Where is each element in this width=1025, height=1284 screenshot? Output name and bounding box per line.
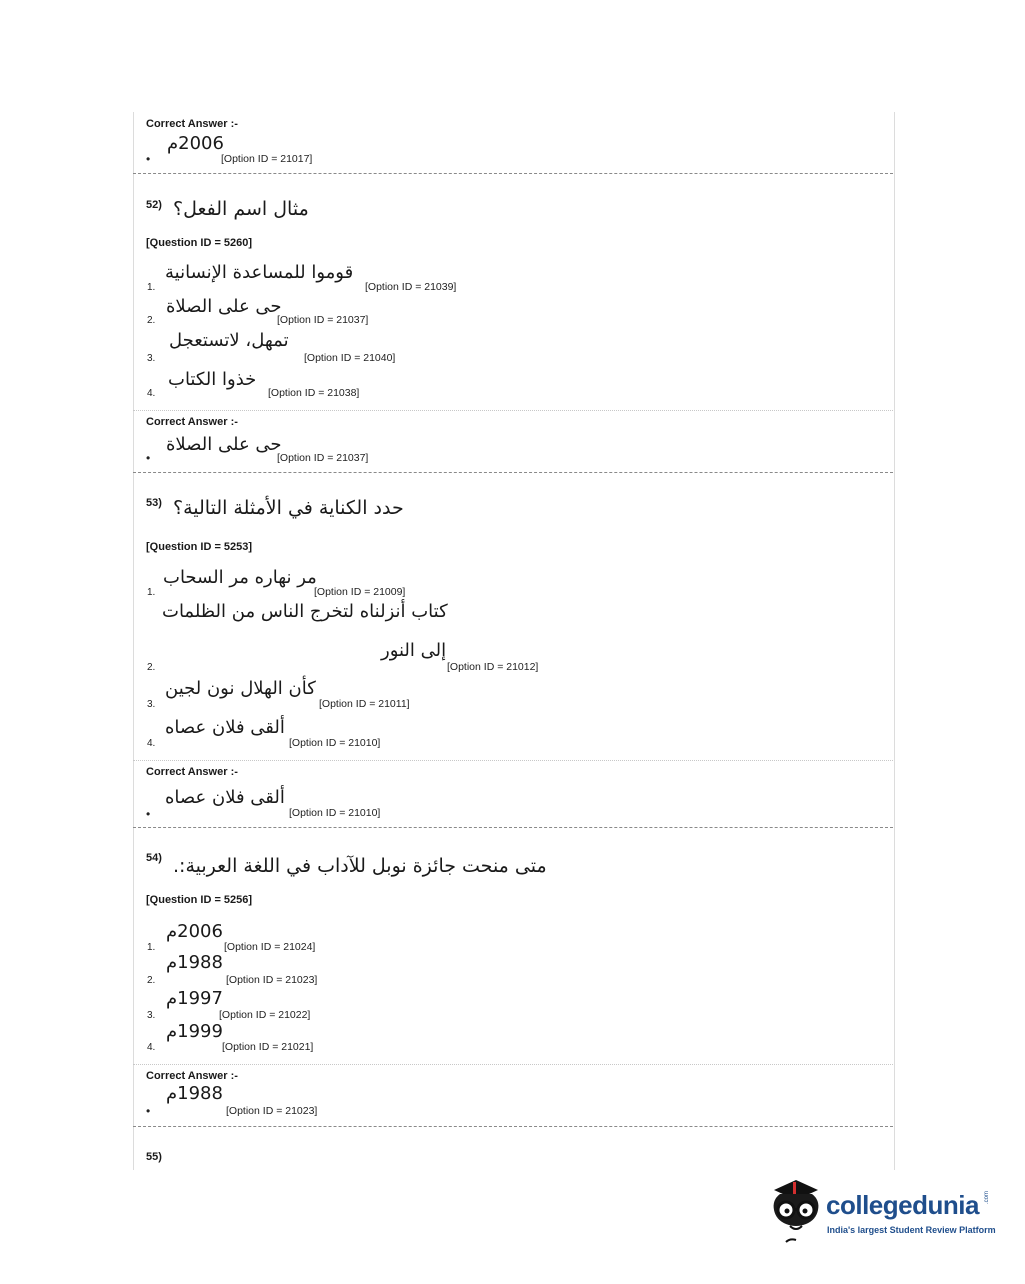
option-text: 2006م	[166, 921, 223, 942]
option-number: 2.	[147, 662, 156, 673]
answer-separator	[133, 410, 893, 411]
option-id: [Option ID = 21024]	[224, 941, 316, 953]
mascot-icon	[766, 1176, 826, 1246]
option-text: قوموا للمساعدة الإنسانية	[165, 262, 354, 283]
correct-answer-option-id: [Option ID = 21023]	[226, 1105, 318, 1117]
correct-answer-text: 2006م	[167, 133, 224, 154]
question-text: مثال اسم الفعل؟	[173, 198, 309, 220]
option-number: 4.	[147, 738, 156, 749]
option-id: [Option ID = 21011]	[319, 698, 410, 710]
correct-answer-label: Correct Answer :-	[146, 118, 238, 130]
option-id: [Option ID = 21022]	[219, 1009, 311, 1021]
question-id: [Question ID = 5256]	[146, 894, 253, 906]
correct-answer-option-id: [Option ID = 21017]	[221, 153, 313, 165]
answer-bullet: •	[146, 451, 151, 465]
logo-tagline: India's largest Student Review Platform	[827, 1225, 996, 1235]
option-id: [Option ID = 21023]	[226, 974, 318, 986]
question-separator	[133, 173, 893, 174]
option-number: 3.	[147, 353, 156, 364]
question-number: 53)	[146, 497, 162, 509]
option-text: 1988م	[166, 952, 223, 973]
option-text: مر نهاره مر السحاب	[163, 567, 317, 588]
question-id: [Question ID = 5253]	[146, 541, 253, 553]
option-number: 3.	[147, 699, 156, 710]
question-text: متى منحت جائزة نوبل للآداب في اللغة العربية:.	[173, 855, 547, 877]
logo-wordmark: collegedunia	[826, 1190, 979, 1220]
option-number: 4.	[147, 388, 156, 399]
option-id: [Option ID = 21040]	[304, 352, 396, 364]
answer-separator	[133, 760, 893, 761]
option-text-line2: إلى النور	[381, 640, 447, 661]
correct-answer-label: Correct Answer :-	[146, 1070, 238, 1082]
answer-bullet: •	[146, 807, 151, 821]
option-number: 2.	[147, 975, 156, 986]
question-number: 54)	[146, 852, 162, 864]
answer-bullet: •	[146, 152, 151, 166]
correct-answer-text: 1988م	[166, 1083, 223, 1104]
answer-separator	[133, 1064, 893, 1065]
correct-answer-option-id: [Option ID = 21037]	[277, 452, 369, 464]
question-number: 55)	[146, 1151, 162, 1163]
option-number: 1.	[147, 282, 156, 293]
correct-answer-text: ألقى فلان عصاه	[165, 787, 285, 808]
option-id: [Option ID = 21038]	[268, 387, 360, 399]
option-id: [Option ID = 21037]	[277, 314, 369, 326]
option-id: [Option ID = 21009]	[314, 586, 406, 598]
question-separator	[133, 472, 893, 473]
question-number: 52)	[146, 199, 162, 211]
option-text-line1: كتاب أنزلناه لتخرج الناس من الظلمات	[162, 601, 448, 622]
option-number: 4.	[147, 1042, 156, 1053]
collegedunia-logo	[766, 1176, 996, 1246]
correct-answer-label: Correct Answer :-	[146, 416, 238, 428]
question-id: [Question ID = 5260]	[146, 237, 253, 249]
option-text: حى على الصلاة	[166, 296, 282, 317]
option-text: كأن الهلال نون لجين	[165, 678, 316, 699]
option-text: 1999م	[166, 1021, 223, 1042]
question-separator	[133, 1126, 893, 1127]
answer-bullet: •	[146, 1104, 151, 1118]
option-id: [Option ID = 21010]	[289, 737, 381, 749]
option-text: تمهل، لاتستعجل	[169, 330, 289, 351]
option-number: 3.	[147, 1010, 156, 1021]
option-text: ألقى فلان عصاه	[165, 717, 285, 738]
option-text: 1997م	[166, 988, 223, 1009]
option-id: [Option ID = 21012]	[447, 661, 539, 673]
option-number: 1.	[147, 587, 156, 598]
option-number: 2.	[147, 315, 156, 326]
question-separator	[133, 827, 893, 828]
option-id: [Option ID = 21021]	[222, 1041, 314, 1053]
option-text: خذوا الكتاب	[168, 369, 257, 390]
question-text: حدد الكناية في الأمثلة التالية؟	[173, 497, 404, 519]
correct-answer-label: Correct Answer :-	[146, 766, 238, 778]
logo-domain-suffix: .com	[984, 1190, 990, 1204]
option-number: 1.	[147, 942, 156, 953]
correct-answer-text: حى على الصلاة	[166, 434, 282, 455]
option-id: [Option ID = 21039]	[365, 281, 457, 293]
correct-answer-option-id: [Option ID = 21010]	[289, 807, 381, 819]
